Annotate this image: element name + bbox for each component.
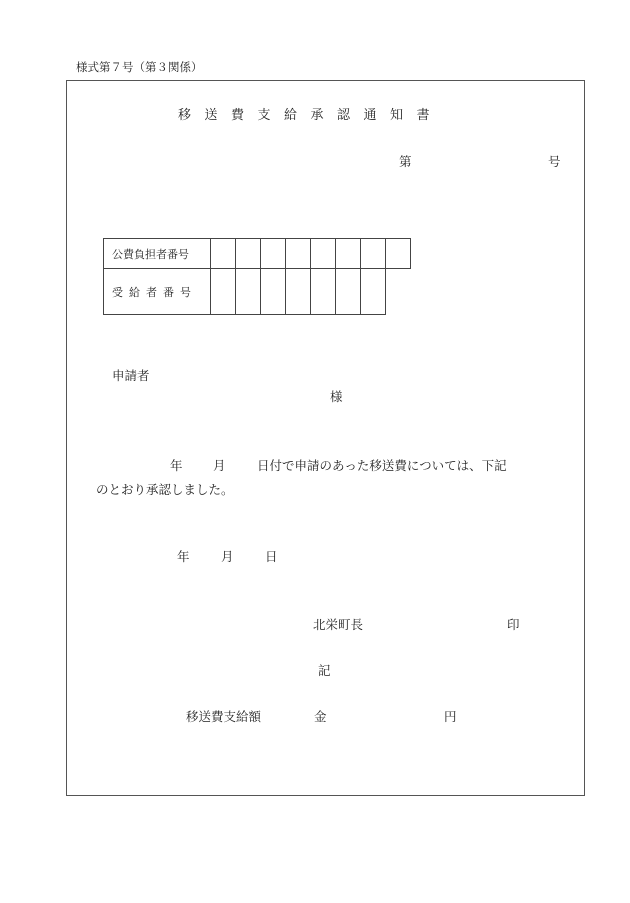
digit-cell[interactable] <box>261 239 286 269</box>
digit-cell[interactable] <box>261 269 286 315</box>
document-title: 移送費支給承認通知書 <box>178 108 444 123</box>
public-payer-number-label: 公費負担者番号 <box>104 239 211 269</box>
digit-cell[interactable] <box>236 239 261 269</box>
digit-cell[interactable] <box>361 269 386 315</box>
form-frame <box>66 80 585 796</box>
public-payer-number-row <box>104 239 411 269</box>
recipient-number-row <box>104 269 411 315</box>
issuer-title: 北栄町長 <box>313 617 364 632</box>
recipient-number-label: 受給者番号 <box>104 269 211 315</box>
digit-cell[interactable] <box>336 269 361 315</box>
application-month-label: 月 <box>213 458 226 473</box>
digit-cell[interactable] <box>236 269 261 315</box>
doc-number-suffix: 号 <box>548 154 561 169</box>
digit-cell[interactable] <box>211 269 236 315</box>
application-year-label: 年 <box>170 458 183 473</box>
doc-number-prefix: 第 <box>399 154 412 169</box>
digit-cell[interactable] <box>336 239 361 269</box>
amount-unit: 円 <box>444 709 457 724</box>
seal-mark: 印 <box>507 617 520 632</box>
body-line2-text: のとおり承認しました。 <box>96 482 234 497</box>
digit-cell[interactable] <box>286 239 311 269</box>
number-table <box>103 238 411 315</box>
record-heading: 記 <box>318 663 331 678</box>
amount-prefix: 金 <box>314 709 327 724</box>
empty-cell <box>386 269 411 315</box>
digit-cell[interactable] <box>286 269 311 315</box>
issue-day-label: 日 <box>265 549 278 564</box>
issue-year-label: 年 <box>177 549 190 564</box>
amount-label: 移送費支給額 <box>186 709 262 724</box>
issue-month-label: 月 <box>221 549 234 564</box>
honorific-sama: 様 <box>330 389 343 404</box>
digit-cell[interactable] <box>311 239 336 269</box>
body-line1-text: 日付で申請のあった移送費については、下記 <box>257 458 507 473</box>
digit-cell[interactable] <box>311 269 336 315</box>
digit-cell[interactable] <box>361 239 386 269</box>
applicant-label: 申請者 <box>112 368 150 383</box>
digit-cell[interactable] <box>211 239 236 269</box>
form-number-label: 様式第７号（第３関係） <box>76 60 203 74</box>
digit-cell[interactable] <box>386 239 411 269</box>
